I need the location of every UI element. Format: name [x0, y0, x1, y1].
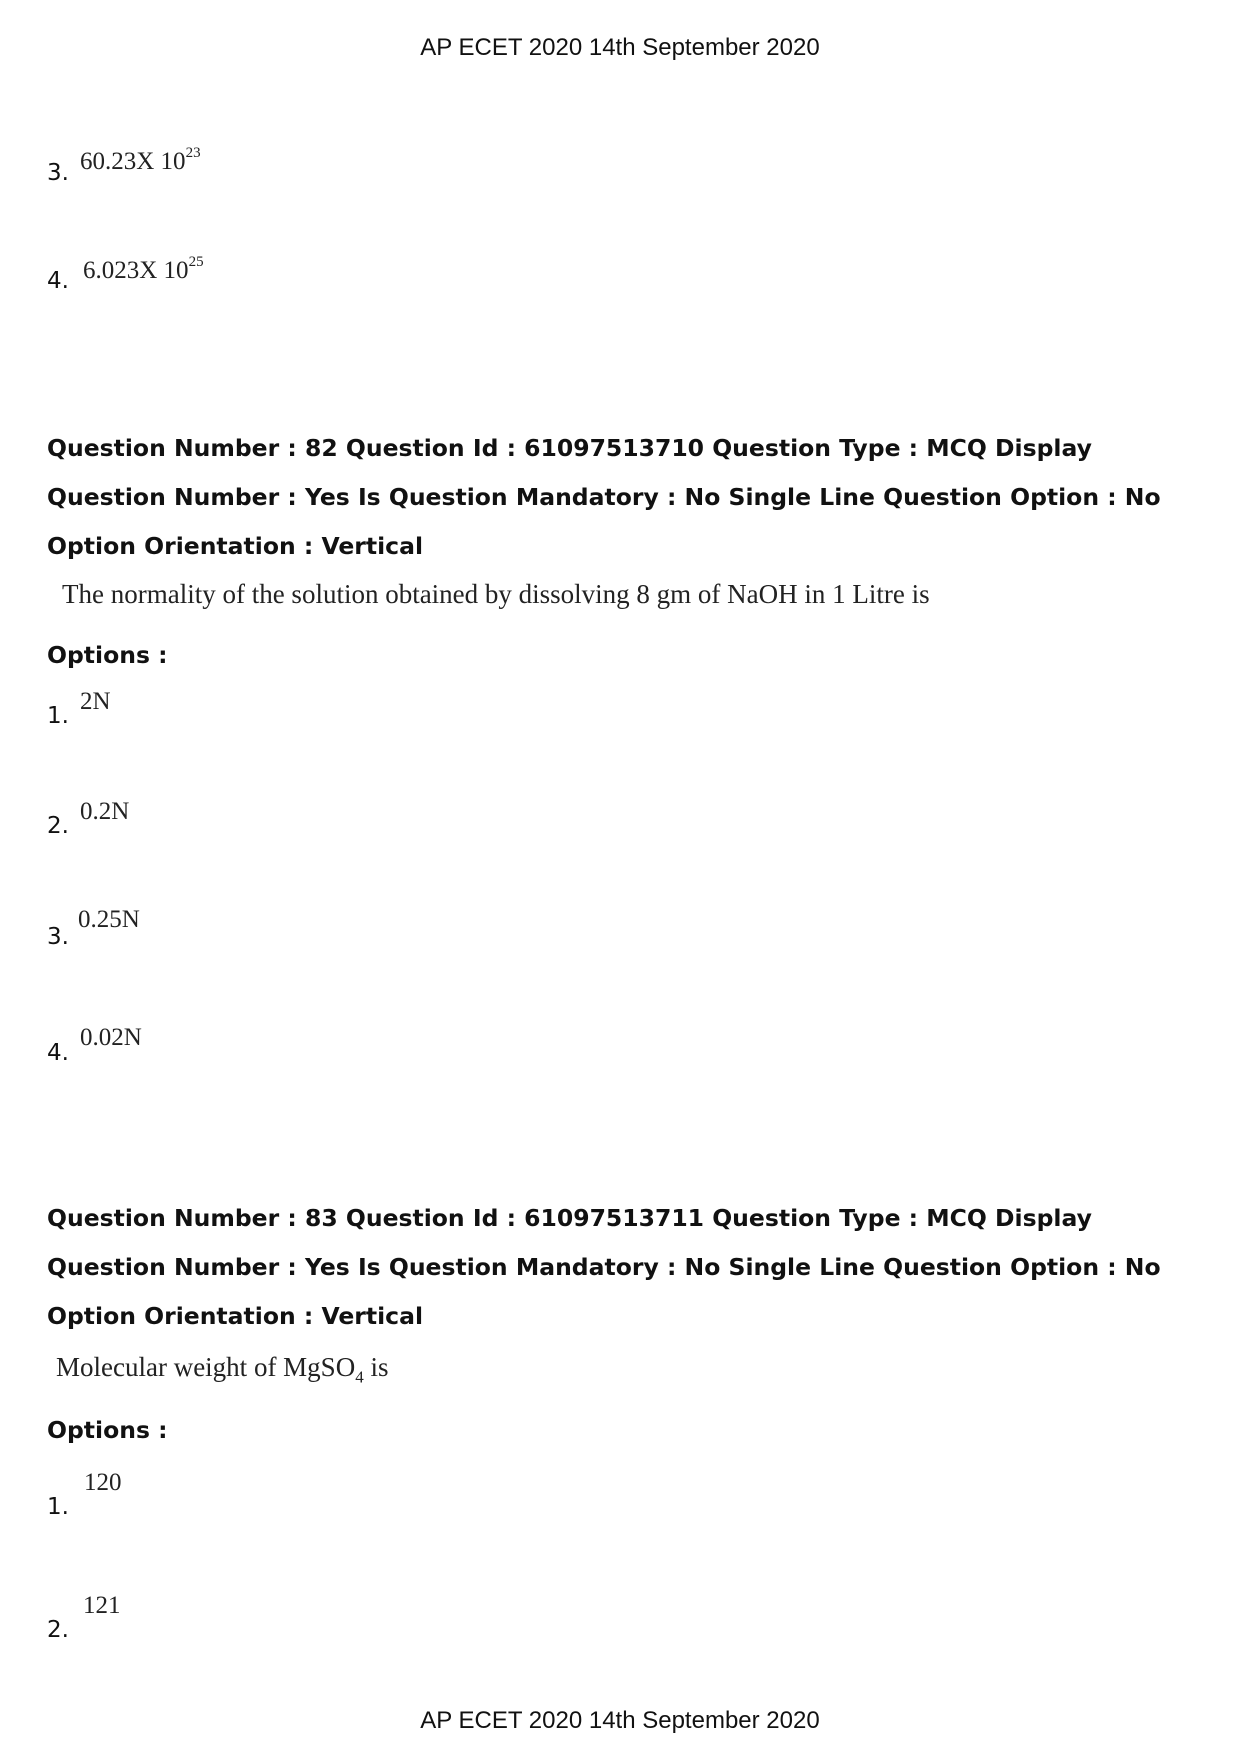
prev-option-4-value: 6.023X $10^{25}$	[83, 253, 204, 284]
question-82-header: Question Number : 82 Question Id : 61097513710 Question Type : MCQ Display Question Number : Yes Is Question Mandatory : No Single Line Question Option : No Option Orientation : Vertical	[47, 434, 1161, 560]
question-83-option-2-number: 2.	[47, 1617, 69, 1643]
question-82-option-3-number: 3.	[47, 924, 69, 950]
question-83-option-2-value: 121	[83, 1592, 121, 1619]
question-82-option-1-value: 2N	[80, 688, 111, 715]
question-83-option-1-number: 1.	[47, 1494, 69, 1520]
question-82-options-label: Options :	[47, 641, 168, 669]
prev-option-3-value: 60.23X $10^{23}$	[80, 144, 201, 175]
prev-option-3-number: 3.	[47, 160, 69, 186]
question-82-text: The normality of the solution obtained by dissolving 8 gm of NaOH in 1 Litre is	[62, 579, 930, 609]
question-82-option-2-number: 2.	[47, 813, 69, 839]
question-83-options-label: Options :	[47, 1416, 168, 1444]
page-header: AP ECET 2020 14th September 2020	[420, 34, 820, 61]
question-83-text: Molecular weight of MgSO$_4$ is	[56, 1352, 389, 1387]
question-82-option-2-value: 0.2N	[80, 798, 130, 825]
question-82-option-3-value: 0.25N	[78, 906, 140, 933]
question-82-option-4-value: 0.02N	[80, 1024, 142, 1051]
prev-option-4-number: 4.	[47, 268, 69, 294]
question-82-option-4-number: 4.	[47, 1040, 69, 1066]
question-83-option-1-value: 120	[84, 1469, 122, 1496]
question-83-header: Question Number : 83 Question Id : 61097513711 Question Type : MCQ Display Question Number : Yes Is Question Mandatory : No Single Line Question Option : No Option Orientation : Vertical	[47, 1204, 1161, 1330]
page-footer: AP ECET 2020 14th September 2020	[420, 1707, 820, 1734]
question-82-option-1-number: 1.	[47, 703, 69, 729]
